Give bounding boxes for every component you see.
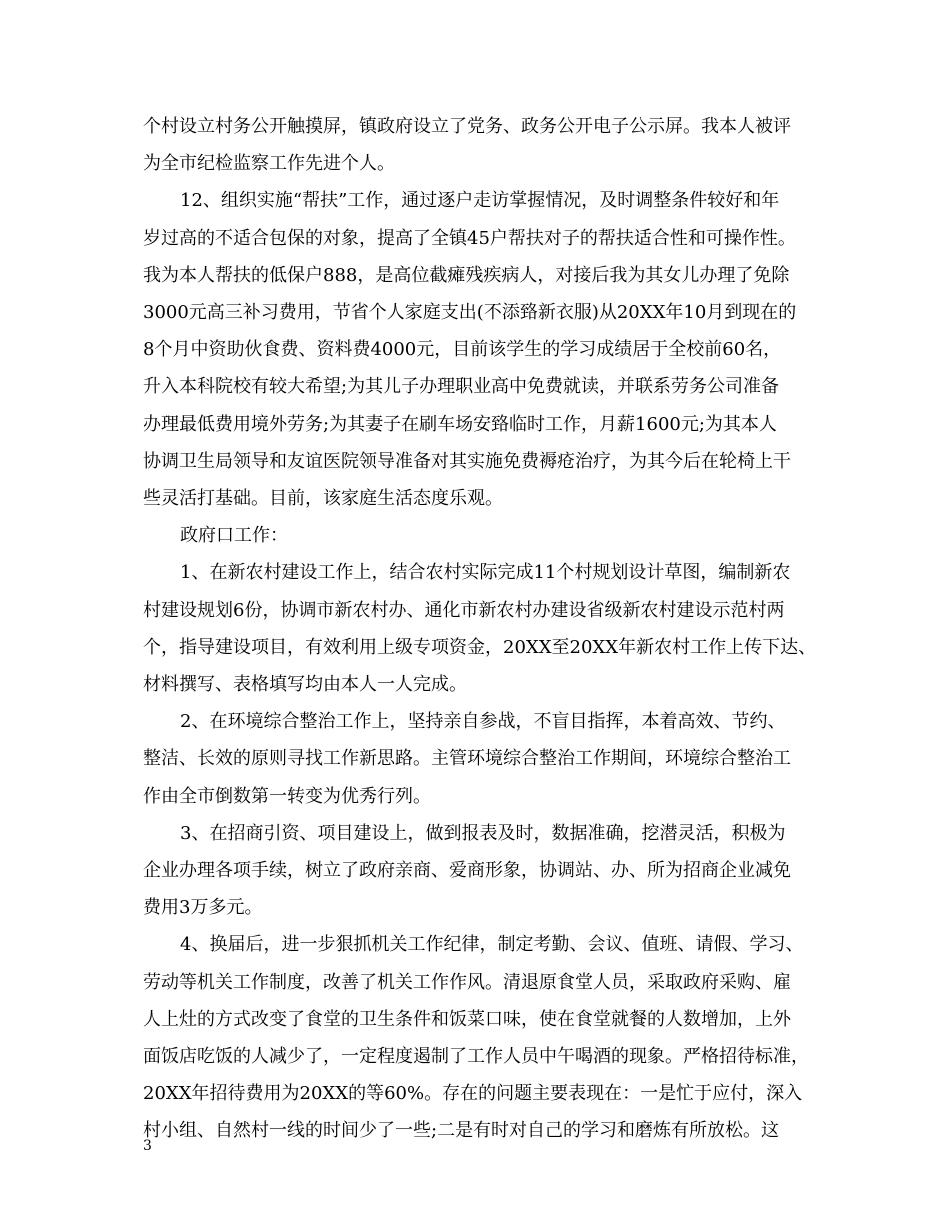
text-line: 岁过高的不适合包保的对象，提高了全镇45户帮扶对子的帮扶适合性和可操作性。 (143, 228, 796, 249)
text-line: 政府口工作： (180, 525, 288, 546)
text-line: 4、换届后，进一步狠抓机关工作纪律，制定考勤、会议、值班、请假、学习、 (180, 934, 804, 955)
text-line: 费用3万多元。 (143, 897, 263, 918)
text-line: 1、在新农村建设工作上，结合农村实际完成11个村规划设计草图，编制新农 (180, 562, 791, 583)
text-line: 3、在招商引资、项目建设上，做到报表及时，数据准确，挖潜灵活，积极为 (180, 823, 786, 844)
text-line: 劳动等机关工作制度，改善了机关工作作风。清退原食堂人员，采取政府采购、雇 (143, 972, 791, 993)
text-line: 3000元高三补习费用，节省个人家庭支出(不添臵新衣服)从20XX年10月到现在的 (143, 302, 797, 323)
text-line: 个，指导建设项目，有效利用上级专项资金，20XX至20XX年新农村工作上传下达、 (143, 637, 817, 658)
text-line: 作由全市倒数第一转变为优秀行列。 (143, 786, 431, 807)
text-line: 办理最低费用境外劳务;为其妻子在刷车场安臵临时工作，月薪1600元;为其本人 (143, 414, 777, 435)
text-line: 12、组织实施“帮扶”工作，通过逐户走访掌握情况，及时调整条件较好和年 (180, 190, 780, 211)
text-line: 20XX年招待费用为20XX的等60%。存在的问题主要表现在：一是忙于应付，深入 (143, 1083, 803, 1104)
text-line: 村建设规划6份，协调市新农村办、通化市新农村办建设省级新农村建设示范村两 (143, 600, 785, 621)
text-line: 个村设立村务公开触摸屏，镇政府设立了党务、政务公开电子公示屏。我本人被评 (143, 116, 791, 137)
text-line: 为全市纪检监察工作先进个人。 (143, 153, 395, 174)
text-line: 我为本人帮扶的低保户888，是高位截瘫残疾病人，对接后我为其女儿办理了免除 (143, 265, 790, 286)
text-line: 升入本科院校有较大希望;为其儿子办理职业高中免费就读，并联系劳务公司准备 (143, 376, 780, 397)
text-line: 面饭店吃饭的人减少了，一定程度遏制了工作人员中午喝酒的现象。严格招待标准， (143, 1046, 809, 1067)
text-line: 8个月中资助伙食费、资料费4000元，目前该学生的学习成绩居于全校前60名， (143, 339, 782, 360)
text-line: 些灵活打基础。目前，该家庭生活态度乐观。 (143, 488, 503, 509)
text-line: 材料撰写、表格填写均由本人一人完成。 (143, 674, 467, 695)
text-line: 人上灶的方式改变了食堂的卫生条件和饭菜口味，使在食堂就餐的人数增加，上外 (143, 1009, 791, 1030)
text-line: 村小组、自然村一线的时间少了一些;二是有时对自己的学习和磨炼有所放松。这 (143, 1120, 780, 1141)
text-line: 企业办理各项手续，树立了政府亲商、爱商形象，协调站、办、所为招商企业减免 (143, 860, 791, 881)
text-line: 整洁、长效的原则寻找工作新思路。主管环境综合整治工作期间，环境综合整治工 (143, 748, 791, 769)
text-line: 2、在环境综合整治工作上，坚持亲自参战，不盲目指挥，本着高效、节约、 (180, 711, 786, 732)
text-line: 协调卫生局领导和友谊医院领导准备对其实施免费褥疮治疗，为其今后在轮椅上干 (143, 451, 791, 472)
page-number: 3 (143, 1138, 152, 1154)
